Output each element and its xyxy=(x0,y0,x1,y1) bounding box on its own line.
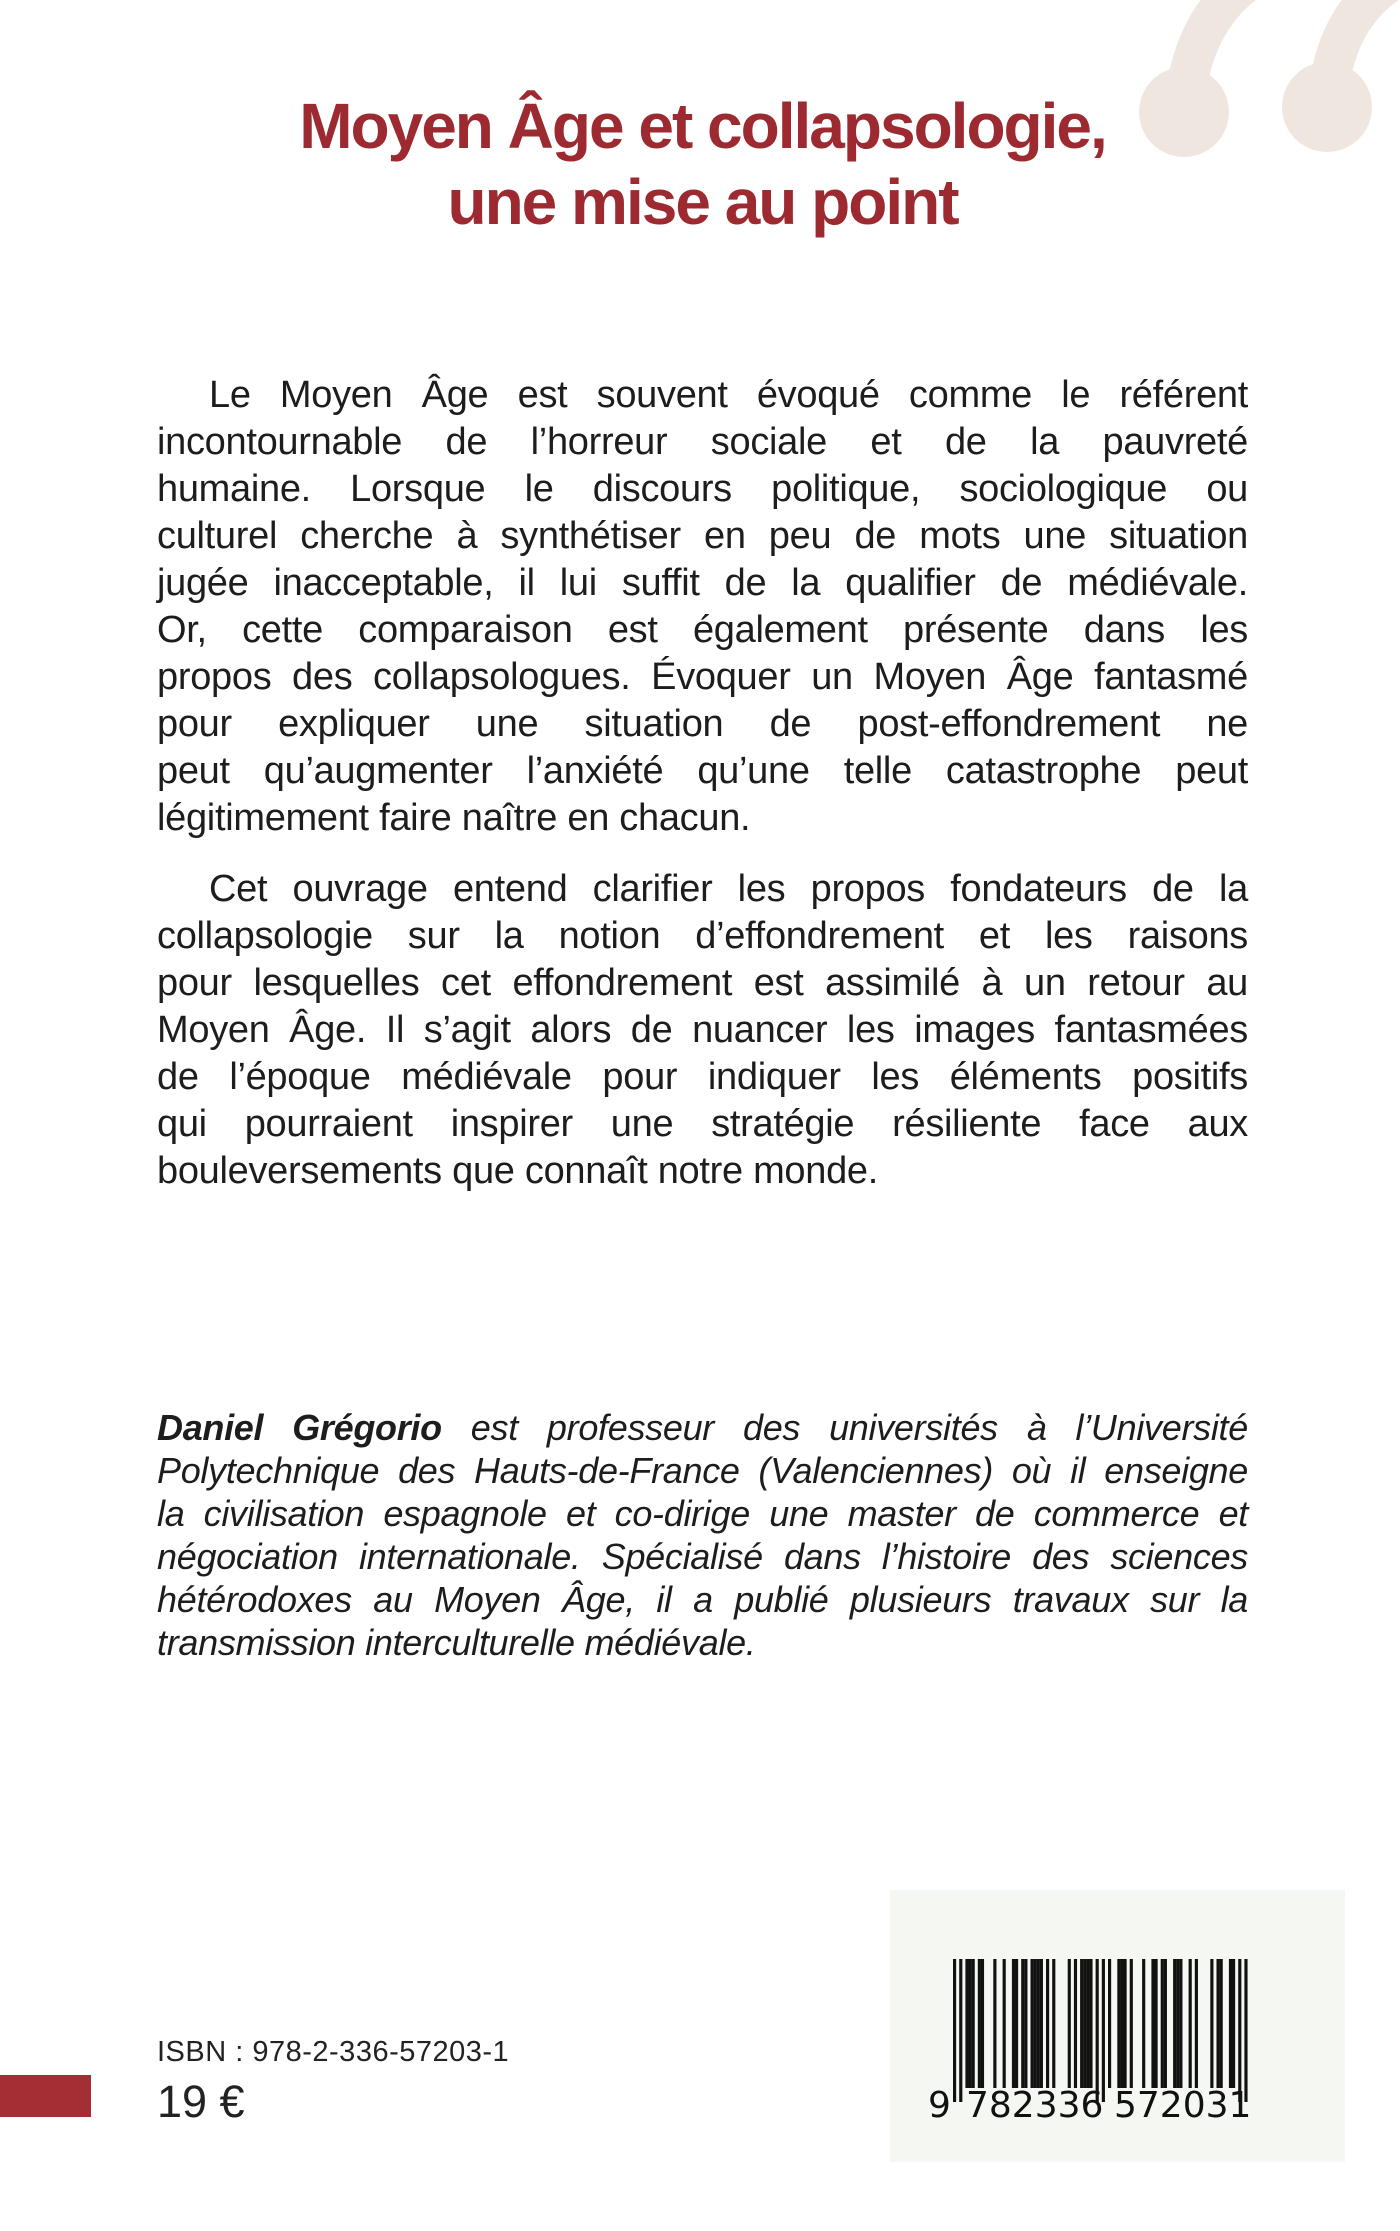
text-line: Le Moyen Âge est souvent évoqué comme le référent xyxy=(209,374,1248,416)
text-line: pour expliquer une situation de post-effondrement ne xyxy=(157,703,1248,745)
text-line: humaine. Lorsque le discours politique, sociologique ou xyxy=(157,468,1248,510)
text-line: culturel cherche à synthétiser en peu de mots une situation xyxy=(157,515,1248,557)
author-bio-first-line xyxy=(157,1406,1248,1449)
text-line: Moyen Âge. Il s’agit alors de nuancer les images fantasmées xyxy=(157,1009,1248,1051)
text-line: hétérodoxes au Moyen Âge, il a publié plusieurs travaux sur la xyxy=(157,1579,1248,1620)
author-bio-lines xyxy=(157,1449,1248,1664)
barcode-digit-group1: 782336 xyxy=(966,2085,1104,2126)
barcode-digit-group2: 572031 xyxy=(1114,2085,1252,2126)
author-bio-first-line-text: est professeur des universités à l’Université xyxy=(441,1407,1248,1448)
text-line: qui pourraient inspirer une stratégie résiliente face aux xyxy=(157,1103,1248,1145)
isbn-label: ISBN : 978-2-336-57203-1 xyxy=(157,2036,510,2068)
page-title xyxy=(157,88,1248,240)
text-line: bouleversements que connaît notre monde. xyxy=(157,1150,879,1192)
text-line: pour lesquelles cet effondrement est assimilé à un retour au xyxy=(157,962,1248,1004)
text-line: jugée inacceptable, il lui suffit de la qualifier de médiévale. xyxy=(157,562,1248,604)
text-line: Or, cette comparaison est également présente dans les xyxy=(157,609,1248,651)
author-bio xyxy=(157,1406,1248,1664)
synopsis-paragraph-2 xyxy=(157,866,1248,1195)
text-line: collapsologie sur la notion d’effondrement et les raisons xyxy=(157,915,1248,957)
text-line: négociation internationale. Spécialisé dans l’histoire des sciences xyxy=(157,1536,1248,1577)
text-line: transmission interculturelle médiévale. xyxy=(157,1622,756,1663)
text-line: propos des collapsologues. Évoquer un Moyen Âge fantasmé xyxy=(157,656,1248,698)
barcode-digit-lead: 9 xyxy=(928,2085,951,2126)
red-accent-bar xyxy=(0,2075,91,2117)
text-line: peut qu’augmenter l’anxiété qu’une telle catastrophe peut xyxy=(157,750,1248,792)
barcode-panel xyxy=(890,1890,1345,2162)
text-line: Polytechnique des Hauts-de-France (Valenciennes) où il enseigne xyxy=(157,1450,1248,1491)
barcode xyxy=(953,1959,1248,2102)
price-label: 19 € xyxy=(157,2076,245,2127)
text-line: Moyen Âge et collapsologie, xyxy=(299,90,1106,162)
text-line: incontournable de l’horreur sociale et de la pauvreté xyxy=(157,421,1248,463)
text-line: une mise au point xyxy=(447,166,958,238)
text-line: la civilisation espagnole et co-dirige une master de commerce et xyxy=(157,1493,1248,1534)
author-name: Daniel Grégorio xyxy=(157,1407,442,1448)
text-line: de l’époque médiévale pour indiquer les éléments positifs xyxy=(157,1056,1248,1098)
synopsis-paragraph-1 xyxy=(157,372,1248,842)
text-line: légitimement faire naître en chacun. xyxy=(157,797,751,839)
text-line: Cet ouvrage entend clarifier les propos fondateurs de la xyxy=(209,868,1248,910)
